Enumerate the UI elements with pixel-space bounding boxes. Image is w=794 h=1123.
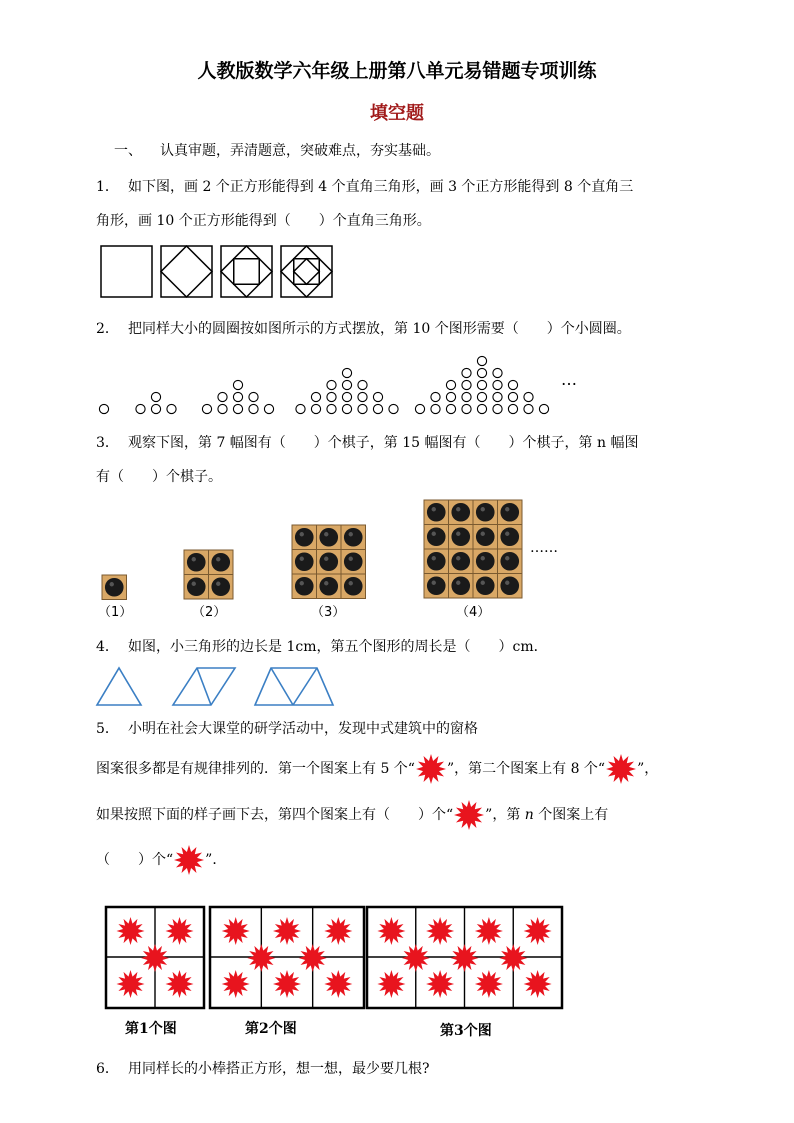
q5-window-lattice-figure [104,905,564,1011]
star-icon [415,753,447,785]
q5-text-4b: ”． [205,852,227,868]
star-icon [524,917,552,945]
q5-caption-3: 第3个图 [440,1023,492,1039]
q1-squares-figure [100,245,340,299]
question-4-text: 如图，小三角形的边长是 1cm，第五个图形的周长是（ ）cm． [128,639,548,655]
go-grid-1 [102,575,127,600]
triangle-figure-3 [255,668,333,705]
star-icon [426,970,454,998]
q3-go-stones-figure [0,495,600,600]
circle-figure-2 [136,392,176,413]
q5-text-4a: （ ）个“ [96,852,174,868]
circle-figure-3 [202,380,273,413]
q5-text-3c: 个图案上有 [533,807,609,823]
q5-text-2b: ”，第二个图案上有 8 个“ [446,761,606,777]
star-icon [173,844,205,876]
triangle-figure-1 [97,668,141,705]
star-icon [247,944,275,972]
q5-text-2c: ”， [637,761,659,777]
star-icon [117,917,145,945]
question-4-number: 4． [96,639,119,655]
question-6-text: 用同样长的小棒搭正方形，想一想，最少要几根? [128,1061,430,1077]
document-title: 人教版数学六年级上册第八单元易错题专项训练 [197,60,597,82]
q5-text-2a: 图案很多都是有规律排列的．第一个图案上有 5 个“ [96,761,415,777]
question-2-number: 2． [96,321,119,337]
question-2-line [96,318,631,338]
circle-figure-1 [99,404,108,413]
star-icon [174,845,204,875]
square-figure-1 [101,246,152,297]
lattice-figure-1 [106,907,204,1008]
lattice-figure-2 [210,907,364,1008]
star-icon [475,970,503,998]
q3-ellipsis: …… [530,540,558,556]
go-grid-2 [184,550,233,599]
question-5-line-1 [96,718,478,738]
star-icon [426,917,454,945]
star-icon [605,753,637,785]
star-icon [416,754,446,784]
section-subtitle: 填空题 [370,103,424,124]
section-text: 认真审题，弄清题意，突破难点，夯实基础。 [160,143,440,159]
star-icon [377,970,405,998]
star-icon [166,917,194,945]
star-icon [377,917,405,945]
star-icon [141,944,169,972]
q3-label-4: （4） [456,605,491,620]
star-icon [606,754,636,784]
question-5-number: 5． [96,721,119,737]
star-icon [499,944,527,972]
circle-figure-4 [296,368,398,413]
square-figure-2 [161,246,212,297]
section-number: 一、 [114,143,142,159]
go-grid-3 [292,525,366,599]
q5-text-3b: ”，第 [485,807,525,823]
star-icon [451,944,479,972]
star-icon [222,970,250,998]
star-icon [273,970,301,998]
star-icon [453,799,485,831]
square-figure-3 [221,246,272,297]
square-figure-4 [281,246,332,297]
star-icon [117,970,145,998]
star-icon [524,970,552,998]
star-icon [324,917,352,945]
star-icon [166,970,194,998]
q3-label-3: （3） [311,605,346,620]
lattice-figure-3 [367,907,562,1008]
circle-figure-5 [415,356,548,413]
star-icon [475,917,503,945]
question-4-line [96,636,548,656]
question-5-line-4 [96,844,226,876]
star-icon [299,944,327,972]
star-icon [222,917,250,945]
star-icon [454,800,484,830]
star-icon [324,970,352,998]
question-3-line-1 [96,432,638,452]
question-1-number: 1． [96,179,119,195]
section-instruction [114,140,440,160]
q5-variable-n: n [524,807,534,823]
question-1-line-1 [96,176,633,196]
q3-label-1: （1） [98,605,133,620]
question-6-number: 6． [96,1061,119,1077]
q5-caption-1: 第1个图 [125,1021,177,1037]
question-1-text-1: 如下图，画 2 个正方形能得到 4 个直角三角形，画 3 个正方形能得到 8 个直角三 [128,179,634,195]
question-5-line-2 [96,753,658,785]
q2-ellipsis: … [561,370,577,389]
go-grid-4 [424,500,522,598]
q5-text-3a: 如果按照下面的样子画下去，第四个图案上有（ ）个“ [96,807,454,823]
q2-circles-figure [90,345,590,420]
question-3-text-1: 观察下图，第 7 幅图有（ ）个棋子，第 15 幅图有（ ）个棋子，第 n 幅图 [128,435,639,451]
question-1-line-2: 角形，画 10 个正方形能得到（ ）个直角三角形。 [96,213,431,229]
question-3-number: 3． [96,435,119,451]
question-2-text: 把同样大小的圆圈按如图所示的方式摆放，第 10 个图形需要（ ）个小圆圈。 [128,321,631,337]
star-icon [273,917,301,945]
question-5-line-3 [96,799,608,831]
q5-caption-2: 第2个图 [245,1021,297,1037]
star-icon [402,944,430,972]
question-3-line-2: 有（ ）个棋子。 [96,469,222,485]
q4-triangles-figure [95,666,355,708]
q3-label-2: （2） [192,605,227,620]
question-6-line [96,1058,430,1078]
question-5-text-1: 小明在社会大课堂的研学活动中，发现中式建筑中的窗格 [128,721,478,737]
